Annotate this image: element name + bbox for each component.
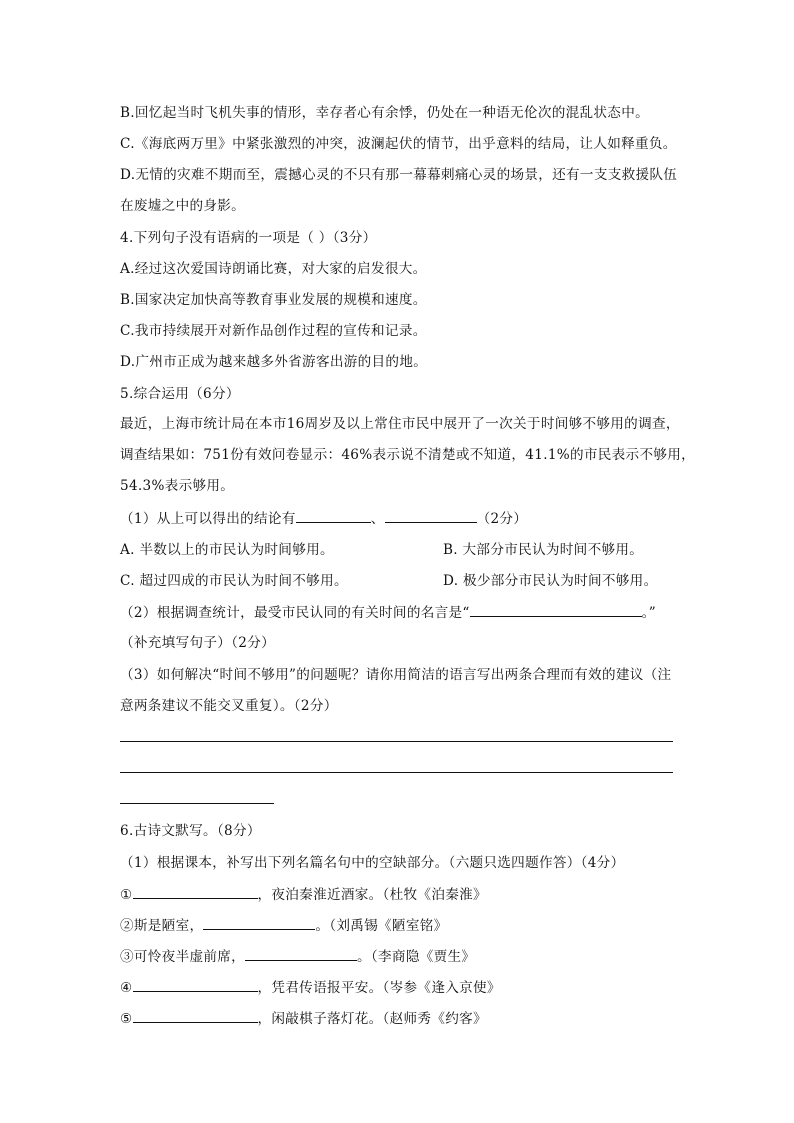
q5-passage-line1: 最近，上海市统计局在本市16周岁及以上常住市民中展开了一次关于时间够不够用的调查， (120, 416, 680, 432)
q5-sub1-option-c: C. 超过四成的市民认为时间不够用。 (120, 573, 348, 589)
q6-item-2 (120, 915, 448, 936)
q5-sub2-note: （补充填写句子）（2分） (120, 635, 275, 651)
q3-option-d-line1: D.无情的灾难不期而至，震撼心灵的不只有那一幕幕刺痛心灵的场景，还有一支支救援队伍 (120, 167, 678, 183)
q4-option-d: D.广州市正成为越来越多外省游客出游的目的地。 (120, 354, 428, 370)
answer-blank[interactable] (470, 602, 642, 617)
q6-item-4 (120, 977, 501, 998)
q5-sub1-option-a: A. 半数以上的市民认为时间够用。 (120, 542, 334, 558)
answer-line[interactable] (120, 741, 673, 742)
q6-item-suffix: ，凭君传语报平安。（岑参《逢入京使》 (257, 980, 501, 996)
q5-sub1-suffix: （2分） (476, 511, 528, 527)
q3-option-d-line2: 在废墟之中的身影。 (120, 198, 246, 214)
q6-item-prefix: ②斯是陋室， (120, 918, 204, 934)
answer-blank[interactable] (133, 1008, 258, 1023)
q6-item-suffix: 。（刘禹锡《陋室铭》 (315, 918, 448, 934)
q5-sub1-option-d: D. 极少部分市民认为时间不够用。 (443, 573, 658, 589)
q5-sub1-separator: 、 (370, 511, 385, 527)
answer-blank[interactable] (133, 977, 258, 992)
q4-stem: 4.下列句子没有语病的一项是（ ）（3分） (120, 230, 377, 246)
q5-sub1-prefix: （1）从上可以得出的结论有 (120, 511, 296, 527)
q6-item-3 (120, 946, 475, 967)
q4-option-b: B.国家决定加快高等教育事业发展的规模和速度。 (120, 292, 427, 308)
answer-blank[interactable] (296, 508, 371, 523)
q6-item-prefix: ③可怜夜半虚前席， (120, 949, 246, 965)
q5-sub1-option-b: B. 大部分市民认为时间不够用。 (443, 542, 644, 558)
q6-item-suffix: 。（李商隐《贾生》 (357, 949, 476, 965)
q5-passage-line2: 调查结果如：751份有效问卷显示：46%表示说不清楚或不知道，41.1%的市民表示不够用， (120, 447, 696, 463)
q6-sub1: （1）根据课本，补写出下列名篇名句中的空缺部分。（六题只选四题作答）（4分） (120, 855, 625, 871)
answer-line[interactable] (120, 803, 274, 804)
answer-blank[interactable] (133, 884, 258, 899)
q5-title: 5.综合运用（6分） (120, 386, 240, 402)
q3-option-c: C.《海底两万里》中紧张激烈的冲突，波澜起伏的情节，出乎意料的结局，让人如释重负。 (120, 136, 677, 152)
q5-sub2 (120, 602, 656, 623)
q6-item-1 (120, 884, 487, 905)
q5-sub2-prefix: （2）根据调查统计，最受市民认同的有关时间的名言是“ (120, 605, 470, 621)
q5-passage-line3: 54.3%表示够用。 (120, 478, 235, 494)
q6-item-prefix: ① (120, 887, 133, 903)
answer-line[interactable] (120, 772, 673, 773)
q6-item-prefix: ⑤ (120, 1011, 133, 1027)
q5-sub2-suffix: 。” (641, 605, 656, 621)
q4-option-c: C.我市持续展开对新作品创作过程的宣传和记录。 (120, 323, 427, 339)
q6-item-suffix: ，闲敲棋子落灯花。（赵师秀《约客》 (257, 1011, 487, 1027)
q5-sub1 (120, 508, 527, 529)
q5-sub3-line1: （3）如何解决“时间不够用”的问题呢？请你用简洁的语言写出两条合理而有效的建议（注 (120, 667, 672, 683)
q3-option-b: B.回忆起当时飞机失事的情形，幸存者心有余悸，仍处在一种语无伦次的混乱状态中。 (120, 105, 649, 121)
answer-blank[interactable] (203, 915, 315, 930)
q6-item-prefix: ④ (120, 980, 133, 996)
q6-item-5 (120, 1008, 487, 1029)
q6-item-suffix: ，夜泊秦淮近酒家。（杜牧《泊秦淮》 (257, 887, 487, 903)
q5-sub3-line2: 意两条建议不能交叉重复）。（2分） (120, 698, 338, 714)
answer-blank[interactable] (385, 508, 477, 523)
answer-blank[interactable] (245, 946, 357, 961)
q4-option-a: A.经过这次爱国诗朗诵比赛，对大家的启发很大。 (120, 261, 427, 277)
q6-title: 6.古诗文默写。（8分） (120, 823, 261, 839)
